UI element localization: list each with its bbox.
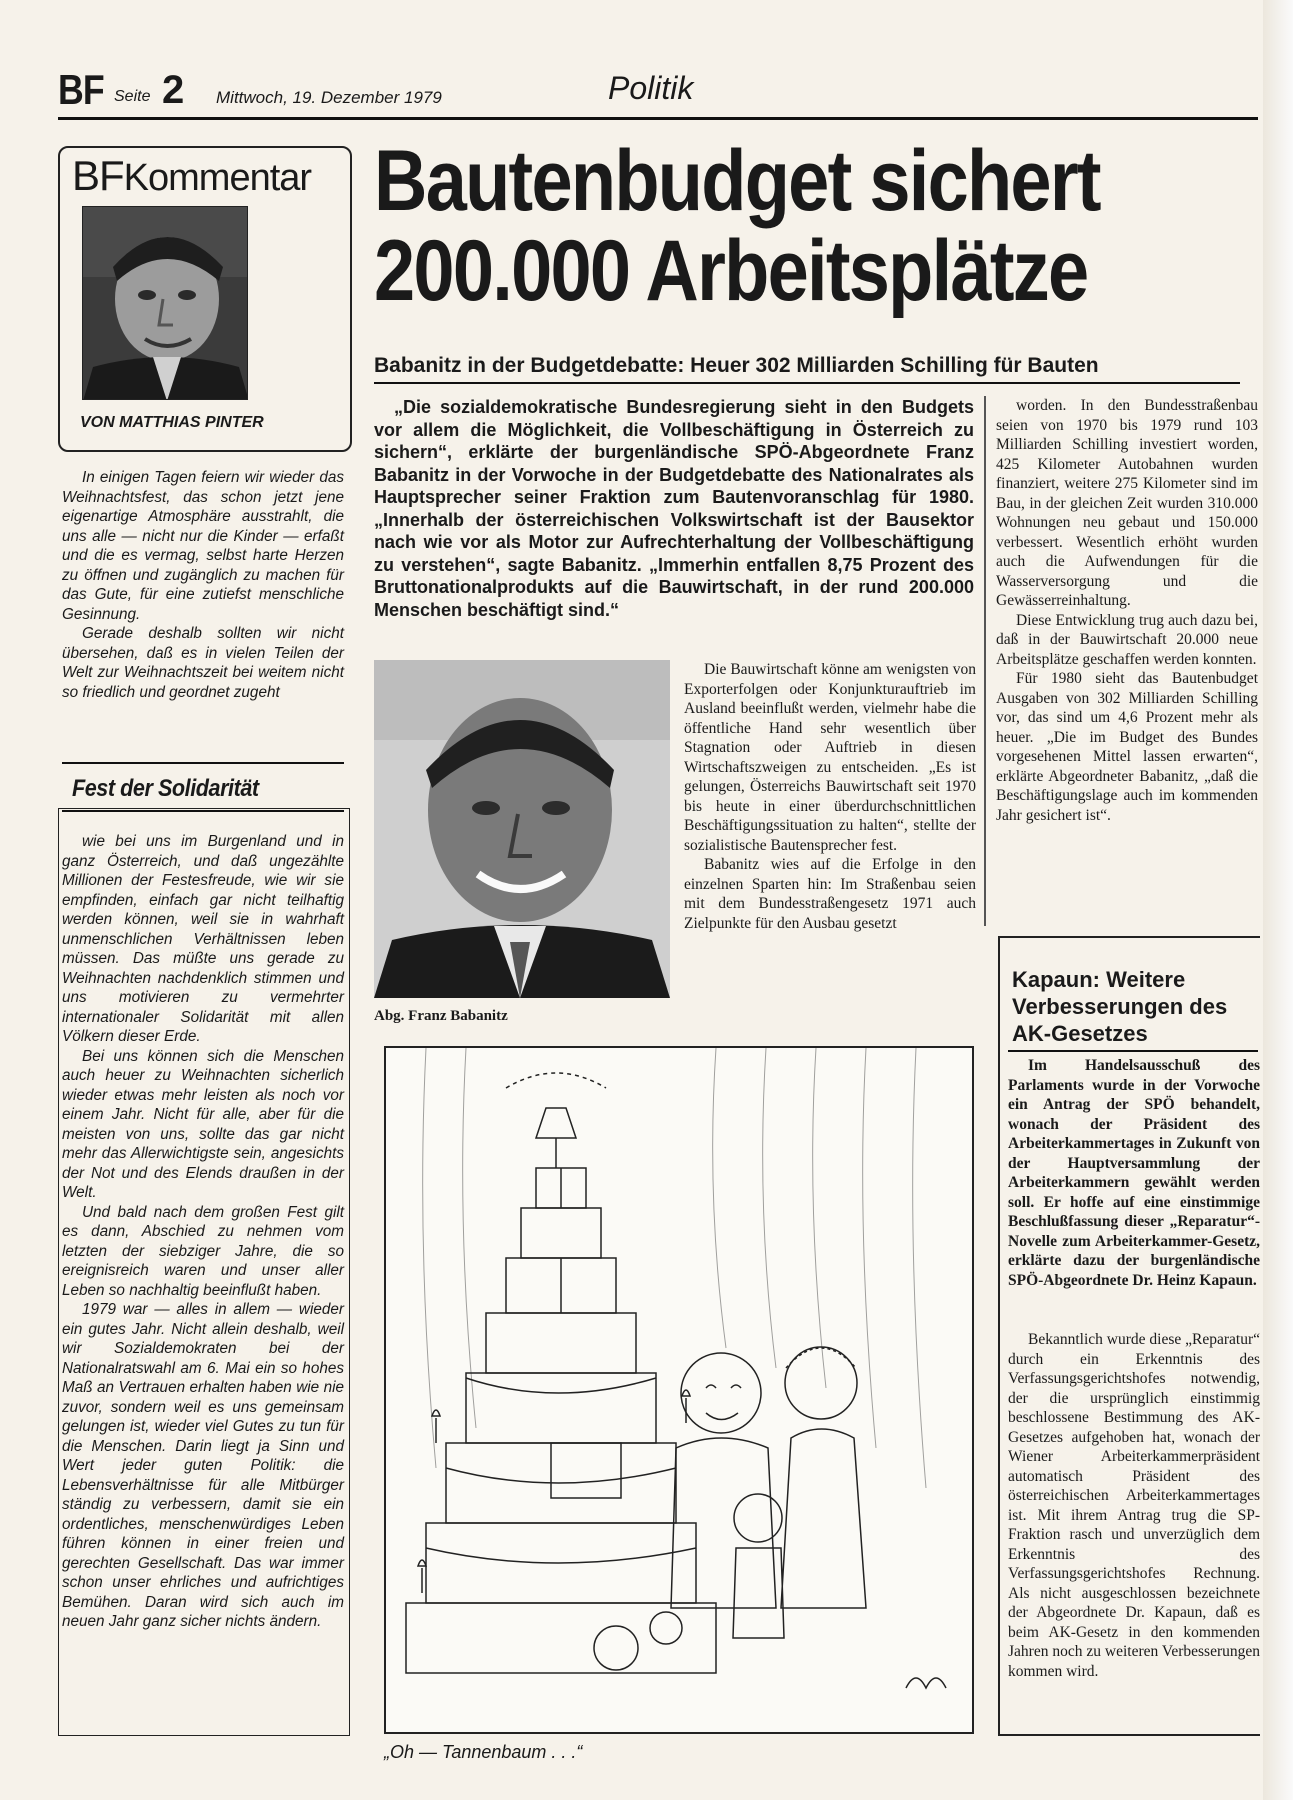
- column-divider: [984, 396, 986, 926]
- kommentar-author: VON MATTHIAS PINTER: [80, 414, 264, 431]
- kommentar-subhead: Fest der Solidarität: [72, 775, 259, 802]
- kapaun-lead: [1008, 1056, 1260, 1290]
- article-right-p1: worden. In den Bundesstraßenbau seien von 1970 bis 1979 rund 103 Milliarden Schilling investiert worden, 425 Kilometer Autobahnen wurden finanziert, weitere 275 Kilometer sind im Bau, in der gleichen Zeit wurden 310.000 Wohnungen neu gebaut und 150.000 verbessert. Wesentlich erhöht wurden auch die Aufwendungen für die Wasserversorgung und die Gewässerreinhaltung.: [996, 397, 1258, 609]
- photo-caption: Abg. Franz Babanitz: [374, 1008, 508, 1024]
- masthead-page-number: 2: [162, 68, 185, 112]
- masthead-logo: BF: [58, 66, 104, 113]
- kommentar-body-p2: Bei uns können sich die Menschen auch heuer zu Weihnachten sicherlich wieder etwas mehr leisten als noch vor einem Jahr. Nicht für alle, aber für die meisten von uns, sollte das gar nicht mehr das Allerwichtigste sein, angesichts der Not und des Elends draußen in der Welt.: [62, 1047, 344, 1201]
- kommentar-body-p3: Und bald nach dem großen Fest gilt es dann, Abschied zu nehmen vom letzten der siebziger Jahre, die so ereignisreich waren und unser aller Leben so nachhaltig beeinflußt haben.: [62, 1203, 344, 1299]
- article-mid-p2: Babanitz wies auf die Erfolge in den einzelnen Sparten hin: Im Straßenbau seien mit dem Bundesstraßengesetz 1971 auch Zielpunkte für den Ausbau gesetzt: [684, 856, 976, 932]
- kommentar-intro: [62, 468, 344, 702]
- article-mid-p1: Die Bauwirtschaft könne am wenigsten von Exporterfolgen oder Konjunkturauftrieb im Ausland beeinflußt werden, vielmehr habe die öffentliche Hand sehr wesentlich über Stagnation oder Auftrieb in diesen Wirtschaftszweigen zu entscheiden. „Es ist gelungen, Österreichs Bauwirtschaft seit 1970 bis heute in einer überdurchschnittlichen Beschäftigungssituation zu halten“, stellte der sozialistische Bautensprecher fest.: [684, 661, 976, 854]
- kommentar-body-box: [58, 808, 350, 1736]
- christmas-cartoon-drawing: [386, 1048, 972, 1732]
- kapaun-title: Kapaun: Weitere Verbesserungen des AK-Gesetzes: [1012, 967, 1228, 1046]
- masthead-section: Politik: [608, 70, 694, 106]
- article-right-column: [996, 396, 1258, 825]
- kommentar-intro-p1: In einigen Tagen feiern wir wieder das Weihnachtsfest, das schon jetzt jene eigenartige Atmosphäre ausstrahlt, die uns alle — nicht nur die Kinder — erfaßt und die es vermag, selbst harte Herzen zu öffnen und zugänglich zu machen für das Gute, für eine zutiefst menschliche Gesinnung.: [62, 469, 344, 623]
- article-deck-rule: [374, 382, 1240, 384]
- page-edge: [1263, 0, 1293, 1800]
- masthead: [58, 66, 1258, 116]
- article-right-p2: Diese Entwicklung trug auch dazu bei, daß in der Bauwirtschaft 20.000 neue Arbeitsplätze geschaffen werden konnten.: [996, 611, 1258, 668]
- kommentar-body-p4: 1979 war — alles in allem — wieder ein gutes Jahr. Nicht allein deshalb, weil wir Sozialdemokraten bei der Nationalratswahl am 6. Mai ein so hohes Maß an Vertrauen erhalten haben wie nie zuvor, sondern weil es uns gemeinsam gelungen ist, wieder viel Gutes zu tun für die Menschen. Darin liegt ja Sinn und Wert jeder guten Politik: die Lebensverhältnisse für alle Mitbürger ständig zu verbessern, damit sie ein ordentliches, menschenwürdiges Leben führen können in einer freien und gerechten Gesellschaft. Das war immer schon unser ehrliches und aufrichtiges Bemühen. Daran wird sich auch im neuen Jahr ganz sicher nichts ändern.: [62, 1301, 344, 1630]
- kommentar-intro-p2: Gerade deshalb sollten wir nicht übersehen, daß es in vielen Teilen der Welt zur Weihnachtszeit bei weitem nicht so friedlich und geordnet zugeht: [62, 625, 344, 701]
- article-lead-text: „Die sozialdemokratische Bundesregierung sieht in den Budgets vor allem die Möglichkeit, die Vollbeschäftigung in Österreich zu sichern“, erklärte der burgenländische SPÖ-Abgeordnete Franz Babanitz in der Vorwoche in der Budgetdebatte des Nationalrates als Hauptsprecher seiner Fraktion zum Bautenvoranschlag für 1980. „Innerhalb der österreichischen Volkswirtschaft ist der Bausektor nach wie vor als Motor zur Aufrechterhaltung der Vollbeschäftigung zu verstehen“, sagte Babanitz. „Immerhin entfallen 8,75 Prozent des Bruttonationalprodukts auf die Bauwirtschaft, in der rund 200.000 Menschen beschäftigt sind.“: [374, 397, 974, 620]
- masthead-seite-label: Seite: [114, 88, 151, 105]
- article-deck: Babanitz in der Budgetdebatte: Heuer 302 Milliarden Schilling für Bauten: [374, 354, 1099, 377]
- kommentar-body-p1: wie bei uns im Burgenland und in ganz Österreich, und daß ungezählte Millionen der Festesfreude, wie wir sie empfinden, einfach gar nicht teilhaftig werden können, weil sie in wahrhaft unmenschlichen Verhältnissen leben müssen. Das müßte uns gerade zu Weihnachten nachdenklich stimmen und uns motivieren zu vermehrter internationaler Solidarität mit allen Völkern dieser Erde.: [62, 833, 344, 1045]
- kommentar-title: [72, 152, 311, 200]
- article-headline: [374, 133, 1131, 319]
- kapaun-lead-text: Im Handelsausschuß des Parlaments wurde in der Vorwoche ein Antrag der SPÖ behandelt, wonach der Präsident des Arbeiterkammertages in Zukunft von der Hauptversammlung der Arbeiterkammern gewählt werden soll. Er hoffe auf eine einstimmige Beschlußfassung dieser „Reparatur“-Novelle zum Arbeiterkammer-Gesetz, erklärte dazu der burgenländische SPÖ-Abgeordnete Dr. Heinz Kapaun.: [1008, 1057, 1260, 1289]
- kapaun-body-text: Bekanntlich wurde diese „Reparatur“ durch ein Erkenntnis des Verfassungsgerichtshofes notwendig, der die ursprünglich einstimmig beschlossene Bestimmung des AK-Gesetzes aufgehoben hat, wonach der Wiener Arbeiterkammerpräsident automatisch Präsident des österreichischen Arbeiterkammertages ist. Mit ihrem Antrag trug die SP-Fraktion rasch und unverzüglich dem Erkenntnis des Verfassungsgerichtshofes Rechnung. Als nicht ausgeschlossen bezeichnete der Abgeordnete Dr. Kapaun, daß es beim AK-Gesetz in den kommenden Jahren noch zu weiteren Verbesserungen kommen wird.: [1008, 1331, 1260, 1680]
- kommentar-rule: [62, 762, 344, 764]
- babanitz-photo-image: [374, 660, 670, 998]
- masthead-date: Mittwoch, 19. Dezember 1979: [216, 88, 442, 107]
- kommentar-title-bf: BF: [72, 152, 124, 199]
- masthead-rule: [58, 117, 1258, 120]
- kommentar-title-rest: Kommentar: [123, 157, 312, 199]
- christmas-cartoon: [384, 1046, 974, 1734]
- kapaun-rule: [1008, 1050, 1258, 1052]
- author-portrait-image: [83, 207, 248, 400]
- kapaun-body: [1008, 1330, 1260, 1681]
- babanitz-photo: [374, 660, 670, 998]
- article-headline-line1: Bautenbudget sichert: [374, 133, 1100, 229]
- article-headline-line2: 200.000 Arbeitsplätze: [374, 223, 1088, 319]
- article-lead: [374, 396, 974, 621]
- author-portrait: [82, 206, 248, 400]
- article-mid-column: [684, 660, 976, 933]
- article-right-p3: Für 1980 sieht das Bautenbudget Ausgaben von 302 Milliarden Schilling vor, das sind um 4,6 Prozent mehr als heuer. „Die im Budget des Bundes vorgesehenen Mittel lassen erwarten“, erklärte Abgeordneter Babanitz, „daß die Beschäftigungslage auch im kommenden Jahr gesichert ist“.: [996, 670, 1258, 824]
- cartoon-caption: „Oh — Tannenbaum . . .“: [384, 1742, 583, 1762]
